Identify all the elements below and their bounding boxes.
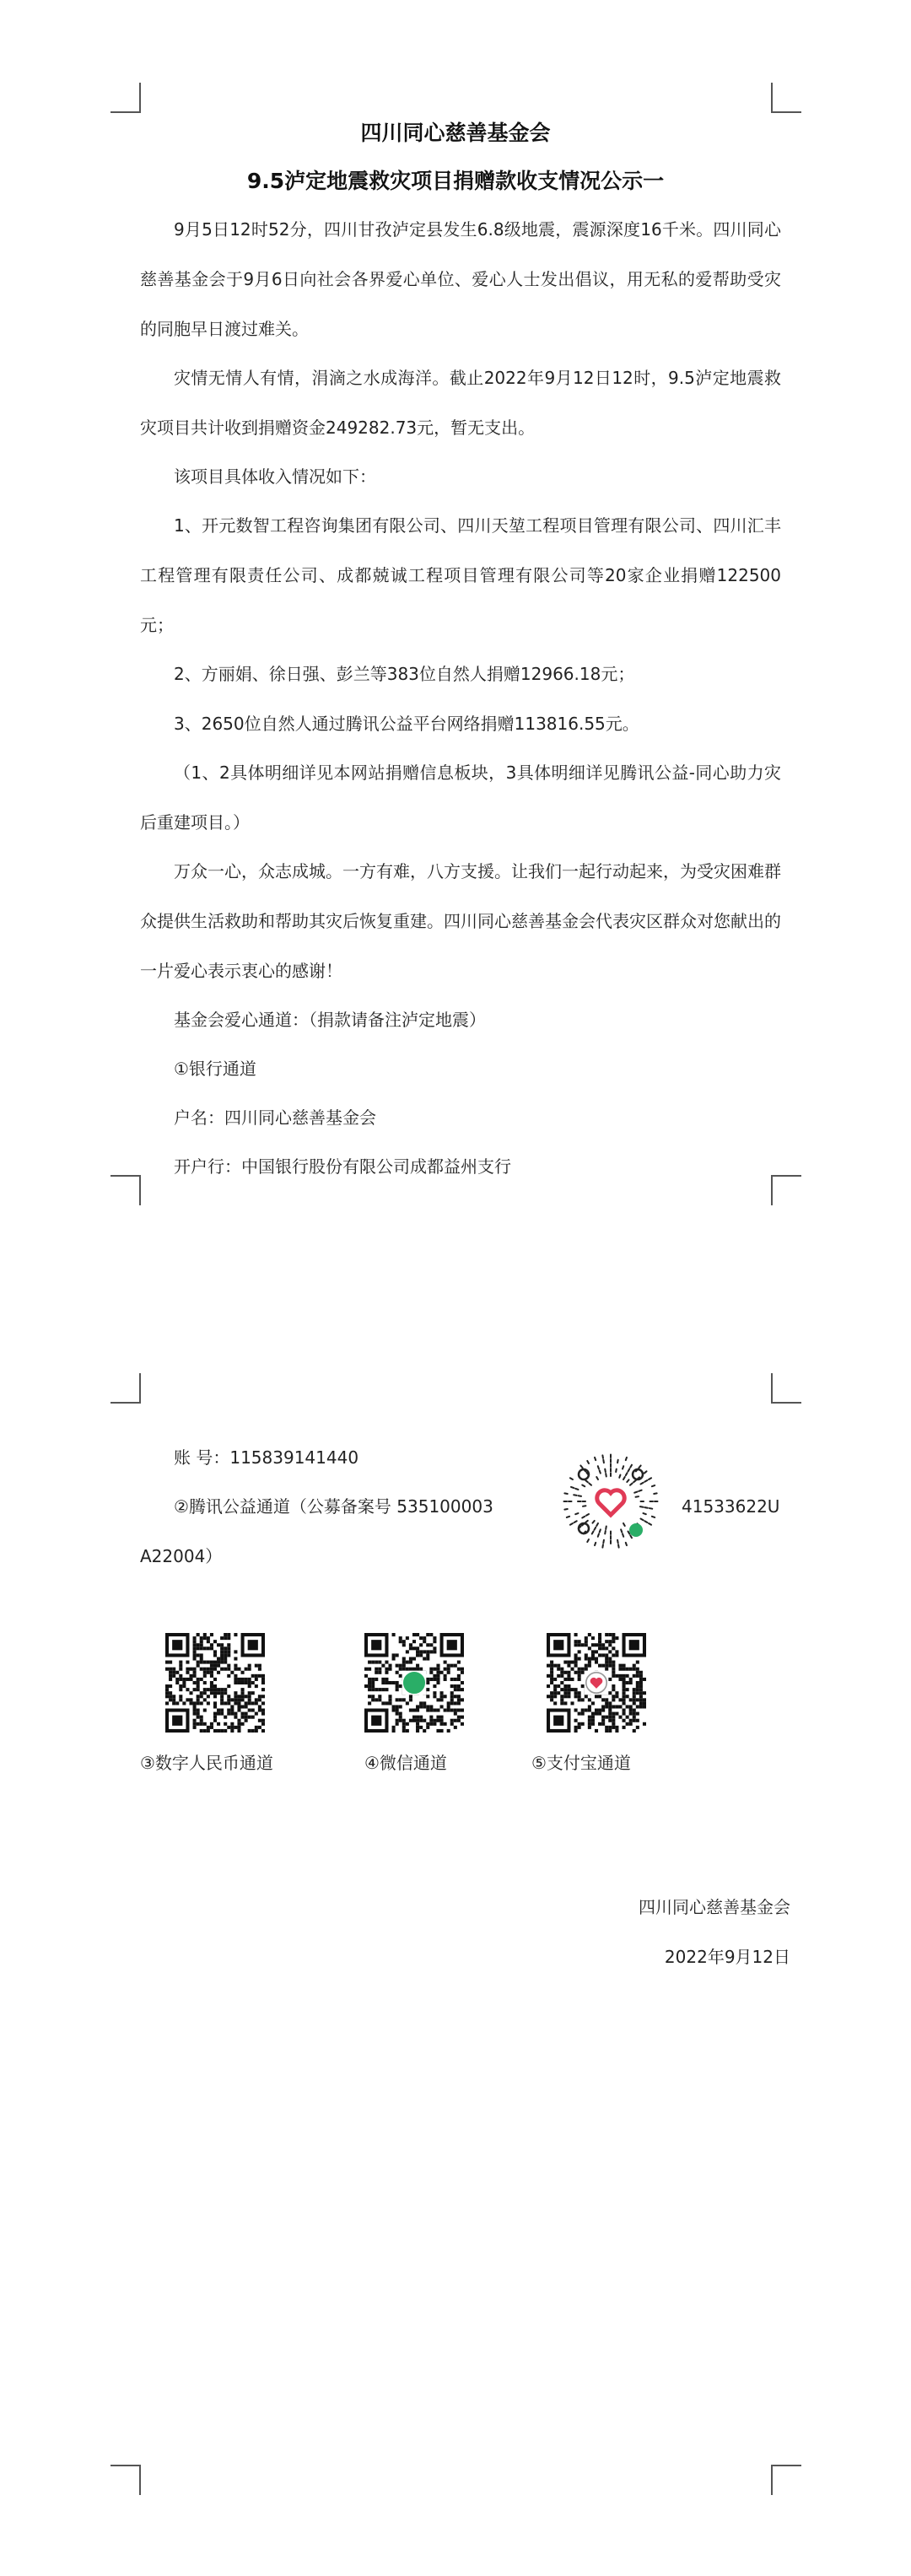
tencent-charity-miniprogram-icon[interactable] bbox=[562, 1452, 660, 1550]
paragraph-bank-branch: 开户行：中国银行股份有限公司成都益州支行 bbox=[174, 1156, 511, 1177]
paragraph-channels: 基金会爱心通道：（捐款请备注泸定地震） bbox=[174, 1010, 486, 1030]
tencent-channel-text-end: A22004） bbox=[140, 1546, 223, 1566]
alipay-qr-icon[interactable] bbox=[547, 1633, 646, 1733]
paragraph-item-1: 1、开元数智工程咨询集团有限公司、四川天堃工程项目管理有限公司、四川汇丰工程管理有限责任公司、成都兢诚工程项目管理有限公司等20家企业捐赠122500元； bbox=[140, 515, 781, 635]
footer-org-name: 四川同心慈善基金会 bbox=[639, 1897, 790, 1917]
tencent-channel-text: ②腾讯公益通道（公募备案号 535100003 bbox=[174, 1496, 493, 1517]
crop-mark-bottom-left bbox=[111, 2465, 141, 2495]
paragraph-note: （1、2具体明细详见本网站捐赠信息板块，3具体明细详见腾讯公益-同心助力灾后重建项目。） bbox=[140, 763, 781, 833]
footer-date: 2022年9月12日 bbox=[664, 1947, 790, 1967]
paragraph-intro: 9月5日12时52分，四川甘孜泸定县发生6.8级地震，震源深度16千米。四川同心慈善基金会于9月6日向社会各界爱心单位、爱心人士发出倡议，用无私的爱帮助受灾的同胞早日渡过难关。 bbox=[140, 219, 781, 339]
qr-label-digital-rmb: ③数字人民币通道 bbox=[140, 1753, 273, 1773]
paragraph-item-2: 2、方丽娟、徐日强、彭兰等383位自然人捐赠12966.18元； bbox=[174, 664, 635, 684]
document-title: 9.5泸定地震救灾项目捐赠款收支情况公示一 bbox=[246, 169, 665, 193]
tencent-channel-text-cont: 41533622U bbox=[682, 1496, 780, 1517]
paragraph-bank-channel: ①银行通道 bbox=[174, 1059, 256, 1079]
account-number: 账 号：115839141440 bbox=[174, 1447, 359, 1468]
crop-mark-top-right bbox=[771, 1373, 801, 1404]
crop-mark-top-left bbox=[111, 83, 141, 113]
org-title: 四川同心慈善基金会 bbox=[360, 121, 551, 145]
paragraph-summary: 灾情无情人有情，涓滴之水成海洋。截止2022年9月12日12时，9.5泸定地震救灾项目共计收到捐赠资金249282.73元，暂无支出。 bbox=[140, 368, 781, 438]
digital-rmb-qr-icon[interactable] bbox=[165, 1633, 265, 1733]
paragraph-account-name: 户名：四川同心慈善基金会 bbox=[174, 1107, 376, 1128]
wechat-qr-icon[interactable] bbox=[364, 1633, 464, 1733]
qr-label-wechat: ④微信通道 bbox=[364, 1753, 447, 1773]
crop-mark-top-left bbox=[111, 1373, 141, 1404]
crop-mark-bottom-right bbox=[771, 2465, 801, 2495]
paragraph-income-heading: 该项目具体收入情况如下： bbox=[174, 466, 376, 487]
paragraph-thanks: 万众一心，众志成城。一方有难，八方支援。让我们一起行动起来，为受灾困难群众提供生活救助和帮助其灾后恢复重建。四川同心慈善基金会代表灾区群众对您献出的一片爱心表示衷心的感谢！ bbox=[140, 861, 781, 981]
paragraph-item-3: 3、2650位自然人通过腾讯公益平台网络捐赠113816.55元。 bbox=[174, 714, 639, 734]
crop-mark-top-right bbox=[771, 83, 801, 113]
crop-mark-bottom-left bbox=[111, 1175, 141, 1205]
qr-label-alipay: ⑤支付宝通道 bbox=[531, 1753, 631, 1773]
